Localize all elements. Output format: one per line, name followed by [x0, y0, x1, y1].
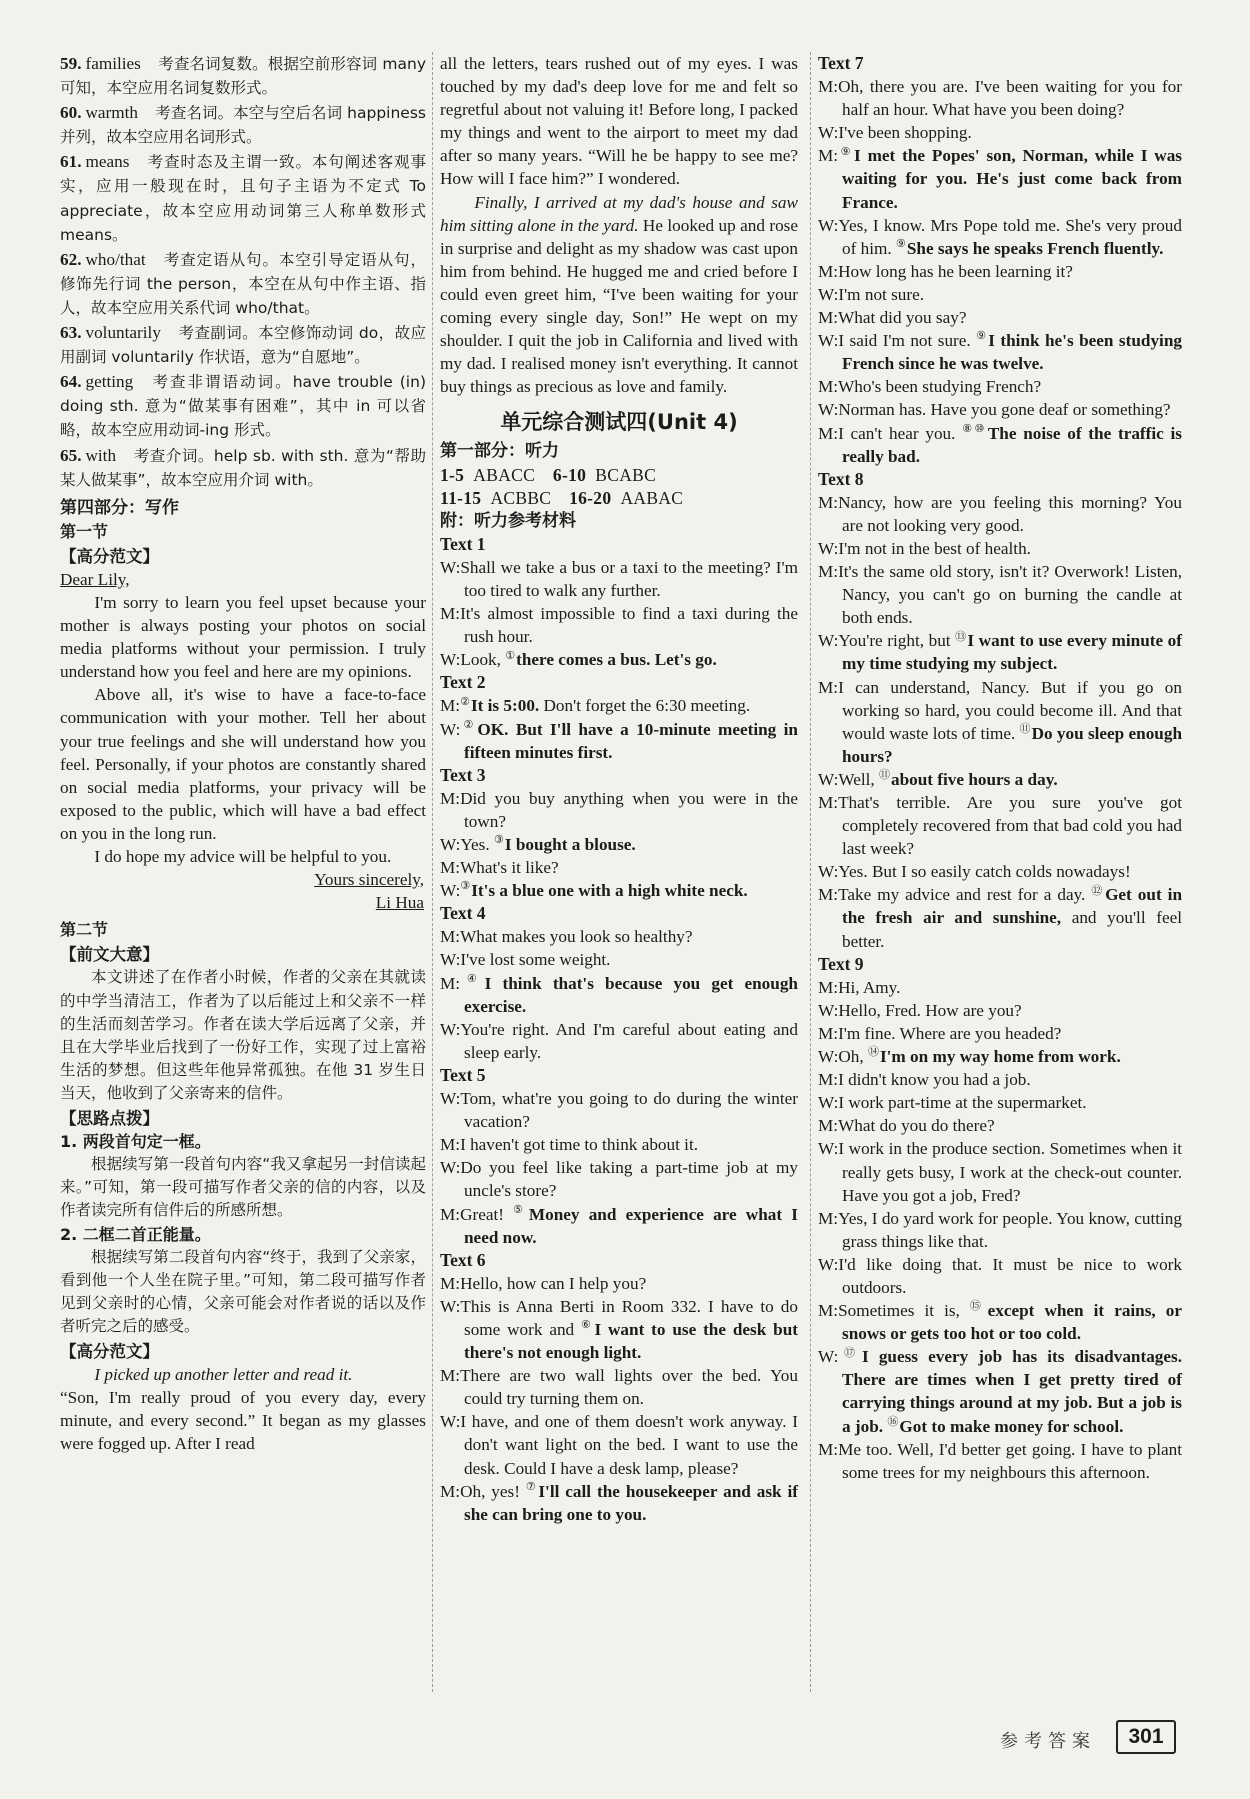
dialogue-text: How long has he been learning it?	[838, 261, 1073, 281]
dialogue-text: I can't hear you.	[838, 423, 963, 443]
question-marker: ④	[460, 972, 484, 985]
answer-number: 63.	[60, 323, 82, 343]
dialogue-text: I've been shopping.	[838, 123, 972, 143]
text-heading: Text 3	[440, 764, 486, 785]
speaker: M:	[440, 1273, 461, 1293]
answer-word: who/that	[85, 249, 146, 269]
column-divider-1	[432, 52, 433, 1692]
column-left	[60, 52, 426, 1455]
text-heading: Text 6	[440, 1249, 486, 1270]
dialogue-text: I work in the produce section. Sometimes when it really gets busy, I work at the check-out counter. Have you got a job, Fred?	[838, 1139, 1182, 1205]
question-marker: ③	[460, 880, 471, 893]
story-paragraph-1: “Son, I'm really proud of you every day, every minute, and every second.” It began as my glasses were fogged up. After I read	[60, 1388, 426, 1454]
speaker: W:	[440, 719, 461, 739]
speaker: W:	[440, 1296, 461, 1316]
letter-paragraph-3: I do hope my advice will be helpful to you.	[94, 847, 392, 866]
dialogue-line	[440, 1272, 798, 1295]
speaker: W:	[440, 1158, 461, 1178]
speaker: W:	[818, 1139, 839, 1159]
dialogue-text: I'm fine. Where are you headed?	[838, 1023, 1062, 1043]
dialogue-line	[440, 1480, 798, 1526]
dialogue-text: I'm not sure.	[838, 284, 925, 304]
dialogue-text: Did you buy anything when you were in the town?	[460, 788, 798, 831]
answer-word: with	[85, 445, 117, 465]
answer-word: warmth	[85, 103, 138, 123]
speaker: M:	[440, 1204, 461, 1224]
speaker: M:	[818, 1070, 839, 1090]
answer-explanation: 考查名词。本空与空后名词 happiness 并列，故本空应用名词形式。	[60, 104, 426, 147]
dialogue-line	[440, 1410, 798, 1479]
column-divider-2	[810, 52, 811, 1692]
dialogue-line	[818, 883, 1182, 952]
dialogue-line	[818, 1207, 1182, 1253]
dialogue-line	[818, 283, 1182, 306]
speaker: W:	[440, 1089, 461, 1109]
dialogue-text: I'd like doing that. It must be nice to work outdoors.	[838, 1254, 1182, 1297]
question-marker: ⑧⑩	[962, 422, 987, 435]
dialogue-text: Hello, Fred. How are you?	[838, 1000, 1022, 1020]
speaker: M:	[440, 788, 461, 808]
dialogue-text: What makes you look so healthy?	[460, 927, 693, 947]
dialogue-line	[818, 422, 1182, 468]
key-sentence: I want to use the desk but there's not enough light.	[464, 1319, 798, 1363]
dialogue-text: Great!	[460, 1204, 514, 1224]
subsection-1: 第一节	[60, 521, 109, 541]
question-marker: ⑮	[969, 1300, 987, 1313]
dialogue-text: You're right. And I'm careful about eating and sleep early.	[460, 1019, 798, 1062]
column-right	[818, 52, 1182, 1484]
answer-keys: ABACC	[473, 464, 536, 485]
dialogue-text: This is Anna Berti in Room 332. I have to do some work and	[460, 1296, 798, 1339]
letter-closing: Yours sincerely,	[314, 870, 424, 890]
speaker: M:	[818, 562, 839, 582]
speaker: M:	[440, 927, 461, 947]
key-sentence: I'll call the housekeeper and ask if she can bring one to you.	[464, 1481, 798, 1524]
question-marker: ⑨	[976, 330, 988, 343]
speaker: W:	[818, 400, 839, 420]
speaker: W:	[440, 650, 461, 670]
dialogue-text: Don't forget the 6:30 meeting.	[539, 696, 751, 716]
summary-text: 本文讲述了在作者小时候，作者的父亲在其就读的中学当清洁工，作者为了以后能过上和父亲不一样的生活而刻苦学习。作者在读大学后远离了父亲，并且在大学毕业后找到了一份好工作，实现了过上富裕生活的梦想。但这些年他异常孤独。在他 31 岁生日当天，他收到了父亲寄来的信件。	[60, 968, 426, 1102]
question-marker: ⑨	[838, 145, 854, 158]
idea-2-text: 根据续写第二段首句内容“终于，我到了父亲家，看到他一个人坐在院子里。”可知，第二段可描写作者见到父亲时的心情，父亲可能会对作者说的话以及作者听完之后的感受。	[60, 1247, 426, 1335]
dialogue-text: Look,	[460, 650, 506, 670]
answer-number: 60.	[60, 103, 82, 123]
answer-number: 59.	[60, 54, 82, 73]
dialogue-line	[818, 1137, 1182, 1206]
dialogue-line	[818, 676, 1182, 768]
dialogue-text: I'm not in the best of health.	[838, 538, 1031, 558]
dialogue-text: You're right, but	[838, 631, 956, 651]
answer-explanation: 考查介词。help sb. with sth. 意为“帮助某人做某事”，故本空应用介词 with。	[60, 446, 426, 489]
answer-number: 62.	[60, 249, 82, 269]
answer-word: voluntarily	[85, 323, 161, 343]
dialogue-text: It's the same old story, isn't it? Overwork! Listen, Nancy, you can't go on burning the candle at both ends.	[838, 562, 1182, 628]
dialogue-line	[440, 879, 798, 902]
dialogue-text: Norman has. Have you gone deaf or something?	[838, 400, 1171, 420]
speaker: W:	[818, 1347, 839, 1367]
dialogue-line	[440, 648, 798, 671]
question-marker: ⑬	[955, 630, 967, 643]
dialogue-line	[818, 306, 1182, 329]
dialogue-text: Yes, I do yard work for people. You know, cutting grass things like that.	[838, 1208, 1182, 1251]
speaker: M:	[818, 677, 839, 697]
speaker: M:	[440, 604, 461, 624]
dialogue-line	[440, 1087, 798, 1133]
dialogue-line	[818, 1022, 1182, 1045]
dialogue-line	[440, 1133, 798, 1156]
dialogue-line	[818, 260, 1182, 283]
speaker: M:	[818, 377, 839, 397]
dialogue-line	[818, 768, 1182, 791]
dialogue-text: I didn't know you had a job.	[838, 1070, 1031, 1090]
text-heading: Text 2	[440, 672, 486, 693]
dialogue-line	[440, 1156, 798, 1202]
answer-number: 61.	[60, 152, 82, 172]
speaker: W:	[818, 538, 839, 558]
speaker: W:	[818, 215, 839, 235]
model-essay-heading: 【高分范文】	[60, 546, 159, 566]
answer-line-2	[440, 487, 798, 510]
speaker: M:	[818, 77, 839, 97]
dialogue-line	[818, 329, 1182, 375]
listening-heading: 第一部分：听力	[440, 441, 559, 462]
key-sentence: Money and experience are what I need now.	[464, 1204, 798, 1247]
speaker: M:	[818, 793, 839, 812]
dialogue-line	[818, 1091, 1182, 1114]
dialogue-text: I can understand, Nancy. But if you go on working so hard, you could become ill. And that would waste lots of time.	[838, 677, 1182, 743]
answer-item	[60, 444, 426, 492]
dialogue-line	[440, 1203, 798, 1249]
dialogue-line	[818, 1114, 1182, 1137]
speaker: W:	[818, 331, 839, 351]
text-heading: Text 8	[818, 468, 864, 489]
speaker: M:	[818, 261, 839, 281]
question-marker: ⑥	[581, 1319, 594, 1332]
letter-paragraph-1: I'm sorry to learn you feel upset because your mother is always posting your photos on social media platforms without your permission. I truly understand how you feel and here are my opinions.	[60, 592, 426, 682]
unit-test-title: 单元综合测试四(Unit 4)	[500, 410, 738, 435]
dialogue-text: Oh, there you are. I've been waiting for you for half an hour. What have you been doing?	[838, 77, 1182, 120]
dialogue-text: I work part-time at the supermarket.	[838, 1093, 1087, 1113]
dialogue-text: There are two wall lights over the bed. You could try turning them on.	[460, 1366, 798, 1409]
speaker: W:	[818, 769, 839, 789]
answer-explanation: 考查副词。本空修饰动词 do，故应用副词 voluntarily 作状语，意为“自愿地”。	[60, 324, 426, 367]
text-heading: Text 9	[818, 953, 864, 974]
speaker: M:	[440, 1135, 461, 1155]
answer-item	[60, 150, 426, 246]
speaker: M:	[818, 977, 839, 997]
dialogue-line	[440, 718, 798, 764]
dialogue-line	[818, 791, 1182, 860]
speaker: W:	[818, 1254, 839, 1274]
answer-item	[60, 52, 426, 100]
letter-signature: Li Hua	[375, 893, 424, 913]
question-marker: ⑦	[525, 1480, 538, 1493]
speaker: W:	[818, 1093, 839, 1113]
story-first-sentence-1: I picked up another letter and read it.	[94, 1365, 353, 1385]
key-sentence: I'm on my way home from work.	[879, 1047, 1121, 1067]
answer-word: getting	[85, 372, 134, 392]
dialogue-line	[818, 1299, 1182, 1345]
dialogue-text: I have, and one of them doesn't work anyway. I don't want light on the bed. I want to use the desk. Could I have a desk lamp, please?	[460, 1412, 798, 1478]
idea-1-heading: 1. 两段首句定一框。	[60, 1132, 211, 1152]
answer-range: 11-15	[440, 487, 482, 508]
speaker: W:	[440, 881, 461, 901]
dialogue-line	[440, 602, 798, 648]
answer-keys: BCABC	[595, 464, 657, 485]
key-sentence: Do you sleep enough hours?	[842, 723, 1183, 766]
answer-item	[60, 370, 426, 442]
answer-number: 65.	[60, 445, 82, 465]
dialogue-line	[818, 1438, 1182, 1484]
answer-explanation: 考查定语从句。本空引导定语从句，修饰先行词 the person，本空在从句中作主语、指人，故本空应用关系代词 who/that。	[60, 250, 426, 317]
subsection-2: 第二节	[60, 920, 109, 940]
answer-explanation: 考查时态及主谓一致。本句阐述客观事实，应用一般现在时，且句子主语为不定式 To appreciate，故本空应用动词第三人称单数形式 means。	[60, 153, 426, 244]
speaker: W:	[818, 1000, 839, 1020]
dialogue-line	[818, 560, 1182, 629]
question-marker: ⑤	[513, 1203, 528, 1216]
dialogue-text: Me too. Well, I'd better get going. I have to plant some trees for my neighbours this afternoon.	[838, 1439, 1182, 1482]
model-story-heading: 【高分范文】	[60, 1341, 159, 1361]
dialogue-text: Shall we take a bus or a taxi to the meeting? I'm too tired to walk any further.	[460, 557, 798, 600]
speaker: W:	[440, 557, 461, 577]
question-marker: ⑭	[867, 1046, 879, 1059]
answer-number: 64.	[60, 372, 82, 392]
speaker: M:	[818, 1439, 839, 1459]
speaker: W:	[440, 950, 461, 970]
dialogue-line	[440, 1364, 798, 1410]
speaker: M:	[818, 885, 839, 905]
speaker: M:	[818, 146, 839, 166]
dialogue-text: Nancy, how are you feeling this morning? You are not looking very good.	[838, 492, 1182, 535]
dialogue-line	[440, 787, 798, 833]
dialogue-line	[440, 694, 798, 717]
speaker: W:	[818, 631, 839, 651]
key-sentence: It's a blue one with a high white neck.	[471, 881, 748, 901]
dialogue-text: Who's been studying French?	[838, 377, 1042, 397]
answer-explanation: 考查名词复数。根据空前形容词 many 可知，本空应用名词复数形式。	[60, 55, 426, 98]
dialogue-text: Tom, what're you going to do during the winter vacation?	[460, 1089, 798, 1132]
key-sentence: I think that's because you get enough exercise.	[464, 973, 798, 1016]
answer-item	[60, 101, 426, 149]
key-sentence: It is 5:00.	[470, 696, 540, 716]
answer-item	[60, 248, 426, 320]
key-sentence: The noise of the traffic is really bad.	[842, 423, 1182, 466]
grammar-answers	[60, 52, 426, 492]
question-marker: ⑪	[1019, 722, 1031, 735]
dialogue-text: I haven't got time to think about it.	[460, 1135, 699, 1155]
dialogue-line	[818, 214, 1182, 260]
dialogue-line	[818, 75, 1182, 121]
dialogue-line	[818, 860, 1182, 883]
speaker: M:	[818, 1301, 839, 1321]
ideas-heading: 【思路点拨】	[60, 1109, 159, 1129]
question-marker: ①	[505, 649, 516, 662]
speaker: W:	[818, 123, 839, 143]
answer-line-1	[440, 464, 798, 487]
speaker: M:	[818, 1023, 839, 1043]
answer-range: 6-10	[552, 464, 587, 485]
answer-range: 16-20	[569, 487, 612, 508]
speaker: W:	[818, 284, 839, 304]
dialogue-text: What do you do there?	[838, 1116, 995, 1136]
question-marker: ②	[460, 695, 470, 708]
key-sentence: I think he's been studying French since he was twelve.	[842, 331, 1182, 374]
dialogue-text: Take my advice and rest for a day.	[838, 885, 1092, 905]
dialogue-text: Yes. But I so easily catch colds nowadays!	[838, 862, 1131, 882]
dialogue-text: Yes.	[460, 835, 494, 854]
letter-paragraph-2: Above all, it's wise to have a face-to-face communication with your mother. Tell her about your true feelings and she will understand how you feel. Personally, if your photos are constantly shared on social media platforms, your privacy will be exposed to the public, which will have a bad effect on you in the long run.	[60, 685, 426, 843]
speaker: M:	[818, 423, 839, 443]
dialogue-line	[440, 556, 798, 602]
key-sentence: I met the Popes' son, Norman, while I was waiting for you. He's just come back from France.	[842, 146, 1182, 212]
answer-keys: ACBBC	[490, 487, 552, 508]
key-sentence: about five hours a day.	[890, 769, 1058, 789]
speaker: W:	[818, 1047, 839, 1067]
question-marker: ⑫	[1091, 884, 1105, 897]
section-heading-writing: 第四部分：写作	[60, 497, 179, 518]
dialogue-text: Well,	[838, 769, 879, 789]
question-marker: ⑯	[887, 1415, 899, 1428]
text-heading: Text 4	[440, 903, 486, 924]
speaker: M:	[818, 1116, 839, 1136]
story-paragraph-2: He looked up and rose in surprise and delight as my shadow was cast upon him from behind. He hugged me and cried before I could even greet him, “I've been waiting for your coming every single day, Son!” He wept on my shoulder. I quit the job in California and lived with my dad. I realised money isn't everything. It cannot buy things as precious as love and family.	[440, 215, 798, 397]
speaker: M:	[440, 696, 461, 716]
dialogue-line	[818, 375, 1182, 398]
question-marker: ⑰	[838, 1346, 862, 1359]
dialogue-text: Oh, yes!	[460, 1481, 526, 1501]
dialogue-text: Oh,	[838, 1047, 868, 1067]
key-sentence: I bought a blouse.	[504, 835, 636, 854]
key-sentence: there comes a bus. Let's go.	[516, 650, 717, 670]
listening-texts-right	[818, 52, 1182, 1484]
dialogue-line	[818, 1045, 1182, 1068]
answer-word: means	[85, 152, 130, 172]
dialogue-line	[440, 948, 798, 971]
answer-keys: AABAC	[620, 487, 684, 508]
dialogue-text: Sometimes it is,	[838, 1301, 970, 1321]
dialogue-line	[818, 144, 1182, 213]
text-heading: Text 5	[440, 1064, 486, 1085]
dialogue-line	[818, 537, 1182, 560]
dialogue-line	[818, 1068, 1182, 1091]
dialogue-text: That's terrible. Are you sure you've got completely recovered from that bad cold you had last week?	[838, 793, 1182, 859]
dialogue-text: I've lost some weight.	[460, 950, 611, 970]
dialogue-text: Hi, Amy.	[838, 977, 901, 997]
speaker: W:	[440, 835, 461, 854]
dialogue-text: What did you say?	[838, 308, 967, 328]
speaker: M:	[440, 1481, 461, 1501]
dialogue-text: Hello, how can I help you?	[460, 1273, 647, 1293]
key-sentence: Got to make money for school.	[899, 1416, 1124, 1436]
dialogue-line	[818, 1253, 1182, 1299]
story-first-sentence-2: Finally, I arrived at my dad's house and saw him sitting alone in the yard.	[440, 192, 798, 235]
dialogue-line	[818, 491, 1182, 537]
dialogue-line	[818, 1345, 1182, 1437]
speaker: W:	[440, 1412, 461, 1432]
dialogue-line	[440, 925, 798, 948]
dialogue-line	[440, 1018, 798, 1064]
dialogue-line	[818, 121, 1182, 144]
dialogue-line	[440, 833, 798, 856]
text-heading: Text 7	[818, 53, 864, 73]
speaker: M:	[818, 492, 839, 512]
listening-texts-middle	[440, 533, 798, 1526]
dialogue-line	[440, 856, 798, 879]
dialogue-line	[818, 999, 1182, 1022]
story-paragraph-1-cont: all the letters, tears rushed out of my eyes. I was touched by my dad's deep love for me and felt so regretful about not valuing it! Before long, I packed my things and went to the airport to meet my dad after so many years. “Will he be happy to see me? How will I face him?” I wondered.	[440, 54, 798, 189]
key-sentence: OK. But I'll have a 10-minute meeting in fifteen minutes first.	[464, 719, 798, 762]
question-marker: ⑪	[878, 769, 890, 782]
dialogue-line	[818, 976, 1182, 999]
answer-explanation: 考查非谓语动词。have trouble (in) doing sth. 意为“做某事有困难”，其中 in 可以省略，故本空应用动词-ing 形式。	[60, 373, 426, 440]
speaker: M:	[440, 858, 461, 878]
dialogue-text: Yes, I know. Mrs Pope told me. She's very proud of him.	[838, 215, 1182, 258]
key-sentence: except when it rains, or snows or gets too hot or too cold.	[842, 1301, 1182, 1344]
letter-greeting: Dear Lily,	[60, 569, 130, 589]
summary-heading: 【前文大意】	[60, 945, 159, 965]
speaker: W:	[818, 862, 839, 882]
dialogue-text: Do you feel like taking a part-time job at my uncle's store?	[460, 1158, 798, 1201]
speaker: M:	[818, 308, 839, 328]
dialogue-text: and you'll feel better.	[842, 908, 1182, 951]
speaker: M:	[440, 973, 461, 993]
question-marker: ②	[460, 718, 477, 731]
question-marker: ③	[493, 834, 504, 847]
dialogue-text: It's almost impossible to find a taxi during the rush hour.	[460, 604, 798, 647]
key-sentence: I want to use every minute of my time studying my subject.	[842, 631, 1182, 674]
answer-range: 1-5	[440, 464, 465, 485]
dialogue-text: What's it like?	[460, 858, 559, 878]
speaker: M:	[440, 1366, 461, 1386]
key-sentence: Get out in the fresh air and sunshine,	[842, 885, 1182, 928]
dialogue-text: I said I'm not sure.	[838, 331, 977, 351]
dialogue-line	[818, 398, 1182, 421]
speaker: M:	[818, 1208, 839, 1228]
text-heading: Text 1	[440, 533, 486, 554]
question-marker: ⑨	[895, 238, 906, 251]
answer-item	[60, 321, 426, 369]
dialogue-line	[818, 629, 1182, 675]
idea-1-text: 根据续写第一段首句内容“我又拿起另一封信读起来。”可知，第一段可描写作者父亲的信的内容，以及作者读完所有信件后的所感所想。	[60, 1155, 426, 1220]
idea-2-heading: 2. 二框二首正能量。	[60, 1224, 211, 1244]
page-number: 301	[1116, 1720, 1176, 1754]
dialogue-line	[440, 1295, 798, 1364]
speaker: W:	[440, 1019, 461, 1039]
materials-heading: 附：听力参考材料	[440, 510, 576, 531]
key-sentence: I guess every job has its disadvantages. There are times when I get pretty tired of carrying things around at my job. But a job is a job.	[842, 1347, 1183, 1436]
key-sentence: She says he speaks French fluently.	[906, 238, 1164, 258]
column-middle	[440, 52, 798, 1526]
dialogue-line	[440, 972, 798, 1018]
footer-label: 参考答案	[1000, 1731, 1096, 1752]
answer-word: families	[85, 54, 141, 73]
